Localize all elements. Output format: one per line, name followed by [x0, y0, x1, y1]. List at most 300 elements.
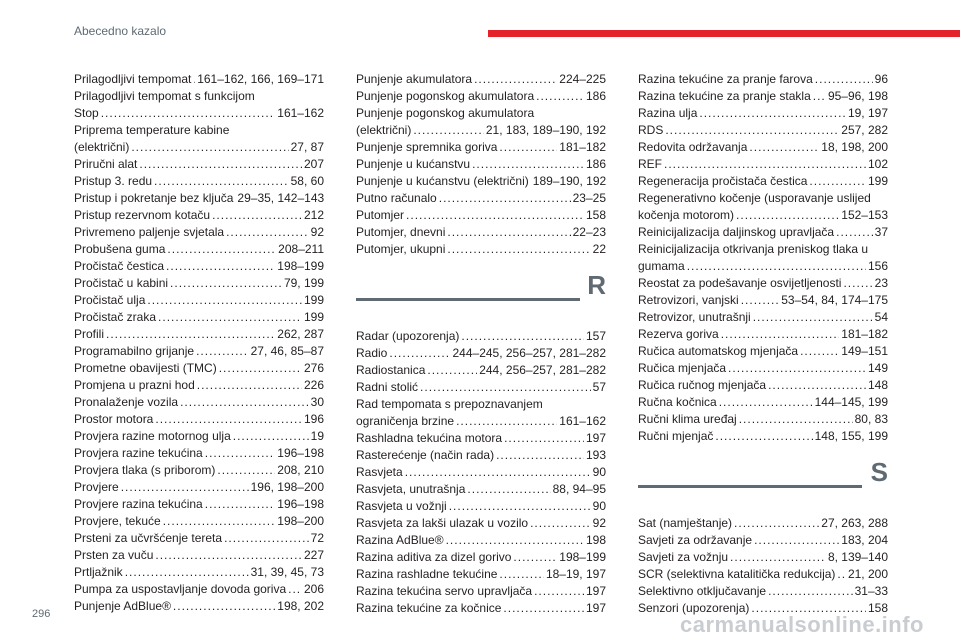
index-entry	[638, 583, 888, 600]
index-entry-term: Prilagodljivi tempomat	[74, 72, 192, 86]
index-entry-pages: 54	[874, 310, 888, 324]
index-entry-pages: 22–23	[572, 225, 606, 239]
dot-leader	[197, 377, 302, 394]
index-entry-term: gumama	[638, 259, 685, 273]
index-entry-pages: 92	[310, 225, 324, 239]
index-column-1	[74, 71, 324, 615]
index-entry-term: Rasvjeta u vožnji	[356, 499, 447, 513]
dot-leader	[205, 496, 276, 513]
index-entry	[638, 515, 888, 532]
index-entry-pages: 149	[867, 361, 888, 375]
index-entry-term: Provjera razine motornog ulja	[74, 429, 231, 443]
index-entry	[74, 513, 324, 530]
dot-leader	[125, 564, 249, 581]
dot-leader	[427, 362, 477, 379]
index-entry	[74, 105, 324, 122]
index-entry-term: Rezerva goriva	[638, 327, 719, 341]
index-entry-term: Provjera razine tekućina	[74, 446, 203, 460]
index-entry-pages: 208, 210	[277, 463, 324, 477]
dot-leader	[446, 532, 584, 549]
index-entry-term: Probušena guma	[74, 242, 166, 256]
index-entry-pages: 244, 256–257, 281–282	[479, 363, 606, 377]
index-entry-term: Pročistač ulja	[74, 293, 146, 307]
index-entry	[638, 122, 888, 139]
index-entry-term: Putomjer, ukupni	[356, 242, 446, 256]
index-entry-term: Redovita održavanja	[638, 140, 748, 154]
index-entry-pages: 207	[303, 157, 324, 171]
index-entry-pages: 92	[592, 516, 606, 530]
index-entry-term: Rasvjeta	[356, 465, 403, 479]
index-entry-pages: 144–145, 199	[814, 395, 888, 409]
dot-leader	[837, 566, 846, 583]
index-entry-pages: 31, 39, 45, 73	[250, 565, 324, 579]
index-entry-term: Profili	[74, 327, 105, 341]
header-accent-bar	[488, 30, 960, 37]
index-entry	[74, 445, 324, 462]
dot-leader	[474, 71, 557, 88]
index-entry-term: Regeneracija pročistača čestica	[638, 174, 808, 188]
dot-leader	[749, 139, 819, 156]
index-entry-pages: 148	[867, 378, 888, 392]
index-entry	[74, 496, 324, 513]
index-entry	[356, 600, 606, 617]
index-entry	[74, 598, 324, 615]
dot-leader	[106, 326, 275, 343]
index-entry-pages: 224–225	[559, 72, 606, 86]
index-entry-term: Ručica ručnog mjenjača	[638, 378, 767, 392]
index-entry	[356, 532, 606, 549]
index-entry	[356, 481, 606, 498]
index-entry-pages: 161–162	[559, 414, 606, 428]
index-entry-term: Putomjer, dnevni	[356, 225, 446, 239]
index-entry-term: Radiostanica	[356, 363, 426, 377]
index-entry	[74, 462, 324, 479]
section-letter: S	[870, 457, 888, 487]
index-entry-term: Provjere razina tekućina	[74, 497, 203, 511]
index-entry-term: Pristup 3. redu	[74, 174, 153, 188]
dot-leader	[196, 343, 249, 360]
dot-leader	[728, 360, 866, 377]
index-entry-term: Pristup rezervnom kotaču	[74, 208, 211, 222]
index-entry	[356, 122, 606, 139]
index-entry	[356, 515, 606, 532]
index-entry-pages: 23–25	[572, 191, 606, 205]
dot-leader	[800, 343, 839, 360]
index-entry-pages: 186	[585, 157, 606, 171]
index-entry	[74, 581, 324, 598]
index-entry-pages: 156	[867, 259, 888, 273]
dot-leader	[734, 515, 819, 532]
dot-leader	[809, 173, 866, 190]
index-entry-term: Senzori (upozorenja)	[638, 601, 750, 615]
index-entry-term: Prtljažnik	[74, 565, 123, 579]
index-entry	[356, 430, 606, 447]
index-entry	[74, 564, 324, 581]
index-entry-term: Razina rashladne tekućine	[356, 567, 498, 581]
index-entry-term: Savjeti za održavanje	[638, 533, 753, 547]
index-entry-term: Reinicijalizacija daljinskog upravljača	[638, 225, 835, 239]
index-entry-term: Pumpa za uspostavljanje dovoda goriva	[74, 582, 287, 596]
index-entry-term: Radni stolić	[356, 380, 419, 394]
index-entry	[356, 207, 606, 224]
index-entry	[74, 360, 324, 377]
index-entry-term: Razina tekućine za kočnice	[356, 601, 502, 615]
index-entry	[638, 326, 888, 343]
index-entry	[356, 362, 606, 379]
index-entry-pages: 196	[303, 412, 324, 426]
index-entry-term: Radio	[356, 346, 388, 360]
index-entry-pages: 161–162, 166, 169–171	[197, 72, 324, 86]
index-entry-pages: 58, 60	[290, 174, 324, 188]
dot-leader	[389, 345, 450, 362]
index-entry	[74, 190, 324, 207]
index-entry-term: Razina tekućine za pranje farova	[638, 72, 813, 86]
dot-leader	[226, 224, 309, 241]
index-entry	[356, 413, 606, 430]
index-entry-term: Punjenje spremnika goriva	[356, 140, 498, 154]
index-entry-continued: Reinicijalizacija otkrivanja preniskog tlaka u	[638, 242, 869, 256]
index-entry	[74, 343, 324, 360]
dot-leader	[101, 105, 276, 122]
index-entry-pages: 208–211	[278, 242, 324, 256]
dot-leader	[413, 122, 484, 139]
index-entry-pages: 31–33	[854, 584, 888, 598]
index-entry-pages: 198	[585, 533, 606, 547]
index-entry-term: Prsten za vuču	[74, 548, 154, 562]
dot-leader	[139, 156, 302, 173]
dot-leader	[499, 139, 557, 156]
index-entry-pages: 199	[303, 310, 324, 324]
index-entry	[74, 241, 324, 258]
index-entry-pages: 19, 197	[847, 106, 888, 120]
dot-leader	[131, 139, 288, 156]
dot-leader	[406, 207, 584, 224]
index-entry-term: Promjena u prazni hod	[74, 378, 195, 392]
index-entry	[74, 326, 324, 343]
dot-leader	[147, 292, 302, 309]
index-entry-pages: 197	[585, 431, 606, 445]
index-entry-pages: 30	[310, 395, 324, 409]
dot-leader	[739, 411, 853, 428]
section-rule	[638, 485, 862, 488]
dot-leader	[154, 173, 289, 190]
dot-leader	[405, 464, 591, 481]
index-entry-pages: 21, 200	[847, 567, 888, 581]
index-column-2	[356, 71, 606, 617]
index-entry-pages: 257, 282	[841, 123, 888, 137]
index-entry	[638, 309, 888, 326]
index-entry-pages: 212	[303, 208, 324, 222]
dot-leader	[121, 479, 249, 496]
dot-leader	[163, 513, 276, 530]
index-entry	[356, 566, 606, 583]
dot-leader	[219, 360, 302, 377]
index-entry-pages: 37	[874, 225, 888, 239]
dot-leader	[155, 547, 302, 564]
page-number: 296	[32, 608, 51, 620]
index-entry	[356, 156, 606, 173]
index-entry-pages: 196, 198–200	[250, 480, 324, 494]
index-entry-term: Rashladna tekućina motora	[356, 431, 503, 445]
index-entry-pages: 102	[867, 157, 888, 171]
index-entry	[356, 498, 606, 515]
index-entry-pages: 183, 204	[841, 533, 888, 547]
index-entry	[74, 547, 324, 564]
index-entry	[356, 71, 606, 88]
index-entry-pages: 161–162	[277, 106, 324, 120]
index-entry-pages: 90	[592, 499, 606, 513]
index-entry-term: RDS	[638, 123, 664, 137]
index-entry	[638, 139, 888, 156]
dot-leader	[499, 566, 544, 583]
dot-leader	[753, 309, 873, 326]
index-entry-term: Putno računalo	[356, 191, 437, 205]
index-entry	[74, 156, 324, 173]
index-entry-pages: 18–19, 197	[545, 567, 606, 581]
index-entry-pages: 23	[874, 276, 888, 290]
index-entry	[638, 428, 888, 445]
index-entry-term: Prometne obavijesti (TMC)	[74, 361, 217, 375]
section-rule	[356, 298, 580, 301]
index-entry-term: Ručni mjenjač	[638, 429, 714, 443]
dot-leader	[449, 498, 591, 515]
index-entry-term: Putomjer	[356, 208, 405, 222]
index-entry-term: Sat (namještanje)	[638, 516, 733, 530]
index-entry-term: Pročistač čestica	[74, 259, 165, 273]
index-entry-pages: 157	[585, 329, 606, 343]
dot-leader	[843, 275, 872, 292]
index-entry	[356, 583, 606, 600]
dot-leader	[768, 377, 866, 394]
index-entry-term: Punjenje u kućanstvu (električni)	[356, 174, 529, 188]
dot-leader	[212, 207, 302, 224]
section-letter: R	[587, 270, 606, 300]
index-entry-pages: 227	[303, 548, 324, 562]
dot-leader	[224, 530, 309, 547]
index-entry-pages: 181–182	[841, 327, 888, 341]
index-entry	[356, 328, 606, 345]
index-entry-term: (električni)	[74, 140, 130, 154]
dot-leader	[173, 598, 275, 615]
dot-leader	[233, 428, 309, 445]
index-entry	[638, 343, 888, 360]
dot-leader	[815, 71, 873, 88]
running-header-title: Abecedno kazalo	[74, 24, 167, 38]
index-entry-pages: 197	[585, 601, 606, 615]
index-entry-pages: 196–198	[277, 446, 324, 460]
dot-leader	[687, 258, 866, 275]
index-entry	[74, 411, 324, 428]
index-entry	[638, 377, 888, 394]
index-entry-term: Pronalaženje vozila	[74, 395, 179, 409]
index-entry-pages: 8, 139–140	[827, 550, 888, 564]
index-entry	[74, 275, 324, 292]
index-entry-term: Priručni alat	[74, 157, 138, 171]
index-entry-term: Razina tekućine za pranje stakla	[638, 89, 811, 103]
index-entry	[638, 292, 888, 309]
index-entry	[74, 377, 324, 394]
dot-leader	[715, 428, 812, 445]
index-entry	[638, 532, 888, 549]
index-entry	[356, 345, 606, 362]
index-entry-term: Provjera tlaka (s priborom)	[74, 463, 216, 477]
index-entry-term: Pročistač u kabini	[74, 276, 169, 290]
index-entry-pages: 196–198	[277, 497, 324, 511]
index-entry	[356, 190, 606, 207]
index-entry	[638, 394, 888, 411]
index-entry-pages: 79, 199	[283, 276, 324, 290]
index-entry	[638, 88, 888, 105]
dot-leader	[288, 581, 302, 598]
index-entry-pages: 276	[303, 361, 324, 375]
index-entry-pages: 158	[585, 208, 606, 222]
index-entry-term: Ručica automatskog mjenjača	[638, 344, 799, 358]
index-entry	[638, 411, 888, 428]
index-entry-pages: 193	[585, 448, 606, 462]
index-entry-term: Ručni klima uređaj	[638, 412, 737, 426]
index-entry-term: Privremeno paljenje svjetala	[74, 225, 225, 239]
index-entry-pages: 198–199	[277, 259, 324, 273]
section-divider	[356, 272, 606, 316]
index-entry-term: Punjenje pogonskog akumulatora	[356, 89, 535, 103]
index-entry-pages: 198, 202	[277, 599, 324, 613]
index-entry	[638, 105, 888, 122]
index-entry	[638, 258, 888, 275]
index-entry-term: Retrovizori, vanjski	[638, 293, 739, 307]
dot-leader	[754, 532, 839, 549]
dot-leader	[736, 207, 839, 224]
dot-leader	[503, 600, 584, 617]
dot-leader	[730, 549, 826, 566]
index-entry-pages: 198–199	[559, 550, 606, 564]
index-entry-term: Ručna kočnica	[638, 395, 717, 409]
index-entry	[74, 139, 324, 156]
watermark-text: carmanualsonline.info	[680, 612, 924, 637]
index-entry	[356, 88, 606, 105]
index-entry	[74, 394, 324, 411]
index-entry-term: Radar (upozorenja)	[356, 329, 460, 343]
index-entry-pages: 181–182	[559, 140, 606, 154]
dot-leader	[167, 241, 276, 258]
index-entry	[74, 428, 324, 445]
index-entry-pages: 21, 183, 189–190, 192	[485, 123, 606, 137]
index-entry-pages: 27, 87	[290, 140, 324, 154]
index-entry	[356, 379, 606, 396]
dot-leader	[768, 583, 853, 600]
dot-leader	[155, 411, 302, 428]
index-entry	[638, 71, 888, 88]
dot-leader	[170, 275, 282, 292]
dot-leader	[721, 326, 840, 343]
index-entry	[638, 549, 888, 566]
index-entry	[74, 207, 324, 224]
index-entry	[74, 309, 324, 326]
index-entry-term: Savjeti za vožnju	[638, 550, 729, 564]
dot-leader	[439, 190, 571, 207]
dot-leader	[166, 258, 275, 275]
index-entry-term: Prsteni za učvršćenje tereta	[74, 531, 223, 545]
dot-leader	[217, 462, 275, 479]
index-entry-term: Prostor motora	[74, 412, 154, 426]
index-entry-pages: 27, 263, 288	[821, 516, 888, 530]
dot-leader	[813, 88, 826, 105]
index-entry-term: Razina aditiva za dizel gorivo	[356, 550, 512, 564]
index-entry	[356, 464, 606, 481]
index-entry-term: Rasvjeta, unutrašnja	[356, 482, 466, 496]
index-entry-pages: 53–54, 84, 174–175	[781, 293, 888, 307]
index-entry	[638, 173, 888, 190]
index-entry	[356, 241, 606, 258]
index-entry-pages: 206	[303, 582, 324, 596]
dot-leader	[665, 122, 839, 139]
index-entry-pages: 29–35, 142–143	[237, 191, 325, 205]
index-entry	[74, 71, 324, 88]
index-entry-term: Reostat za podešavanje osvijetljenosti	[638, 276, 842, 290]
index-entry-term: Punjenje AdBlue®	[74, 599, 171, 613]
dot-leader	[699, 105, 846, 122]
index-entry-pages: 27, 46, 85–87	[250, 344, 324, 358]
index-column-3	[638, 71, 888, 617]
index-entry-term: Punjenje u kućanstvu	[356, 157, 471, 171]
index-entry	[638, 207, 888, 224]
dot-leader	[420, 379, 591, 396]
dot-leader	[467, 481, 550, 498]
index-entry-term: Razina AdBlue®	[356, 533, 444, 547]
index-entry	[74, 258, 324, 275]
index-entry-pages: 244–245, 256–257, 281–282	[452, 346, 606, 360]
index-entry-pages: 189–190, 192	[532, 174, 607, 188]
index-entry-term: Punjenje akumulatora	[356, 72, 473, 86]
dot-leader	[447, 224, 570, 241]
index-entry-pages: 198–200	[277, 514, 324, 528]
index-entry-term: kočenja motorom)	[638, 208, 735, 222]
index-entry-term: Rasvjeta za lakši ulazak u vozilo	[356, 516, 529, 530]
index-entry-term: Retrovizor, unutrašnji	[638, 310, 751, 324]
dot-leader	[180, 394, 309, 411]
index-entry-pages: 226	[303, 378, 324, 392]
index-entry	[74, 530, 324, 547]
index-entry-continued: Prilagodljivi tempomat s funkcijom	[74, 89, 255, 103]
dot-leader	[158, 309, 302, 326]
index-entry-pages: 186	[585, 89, 606, 103]
index-entry-term: Programabilno grijanje	[74, 344, 195, 358]
index-entry-term: (električni)	[356, 123, 412, 137]
index-entry-pages: 158	[867, 601, 888, 615]
index-entry-continued: Rad tempomata s prepoznavanjem	[356, 397, 543, 411]
index-entry-pages: 18, 198, 200	[821, 140, 888, 154]
dot-leader	[513, 549, 557, 566]
index-entry	[356, 447, 606, 464]
index-entry	[638, 156, 888, 173]
index-entry-pages: 57	[592, 380, 606, 394]
index-entry-continued: Punjenje pogonskog akumulatora	[356, 106, 535, 120]
index-entry-pages: 22	[592, 242, 606, 256]
dot-leader	[205, 445, 276, 462]
dot-leader	[472, 156, 584, 173]
dot-leader	[536, 88, 584, 105]
index-entry-pages: 197	[585, 584, 606, 598]
index-entry	[638, 360, 888, 377]
index-entry-pages: 90	[592, 465, 606, 479]
index-entry-pages: 262, 287	[277, 327, 324, 341]
index-entry-continued: Regenerativno kočenje (usporavanje uslijed	[638, 191, 871, 205]
index-entry-pages: 199	[303, 293, 324, 307]
index-entry	[356, 549, 606, 566]
dot-leader	[447, 241, 590, 258]
index-entry-term: Ručica mjenjača	[638, 361, 727, 375]
index-entry-pages: 148, 155, 199	[814, 429, 888, 443]
index-entry-term: REF	[638, 157, 662, 171]
